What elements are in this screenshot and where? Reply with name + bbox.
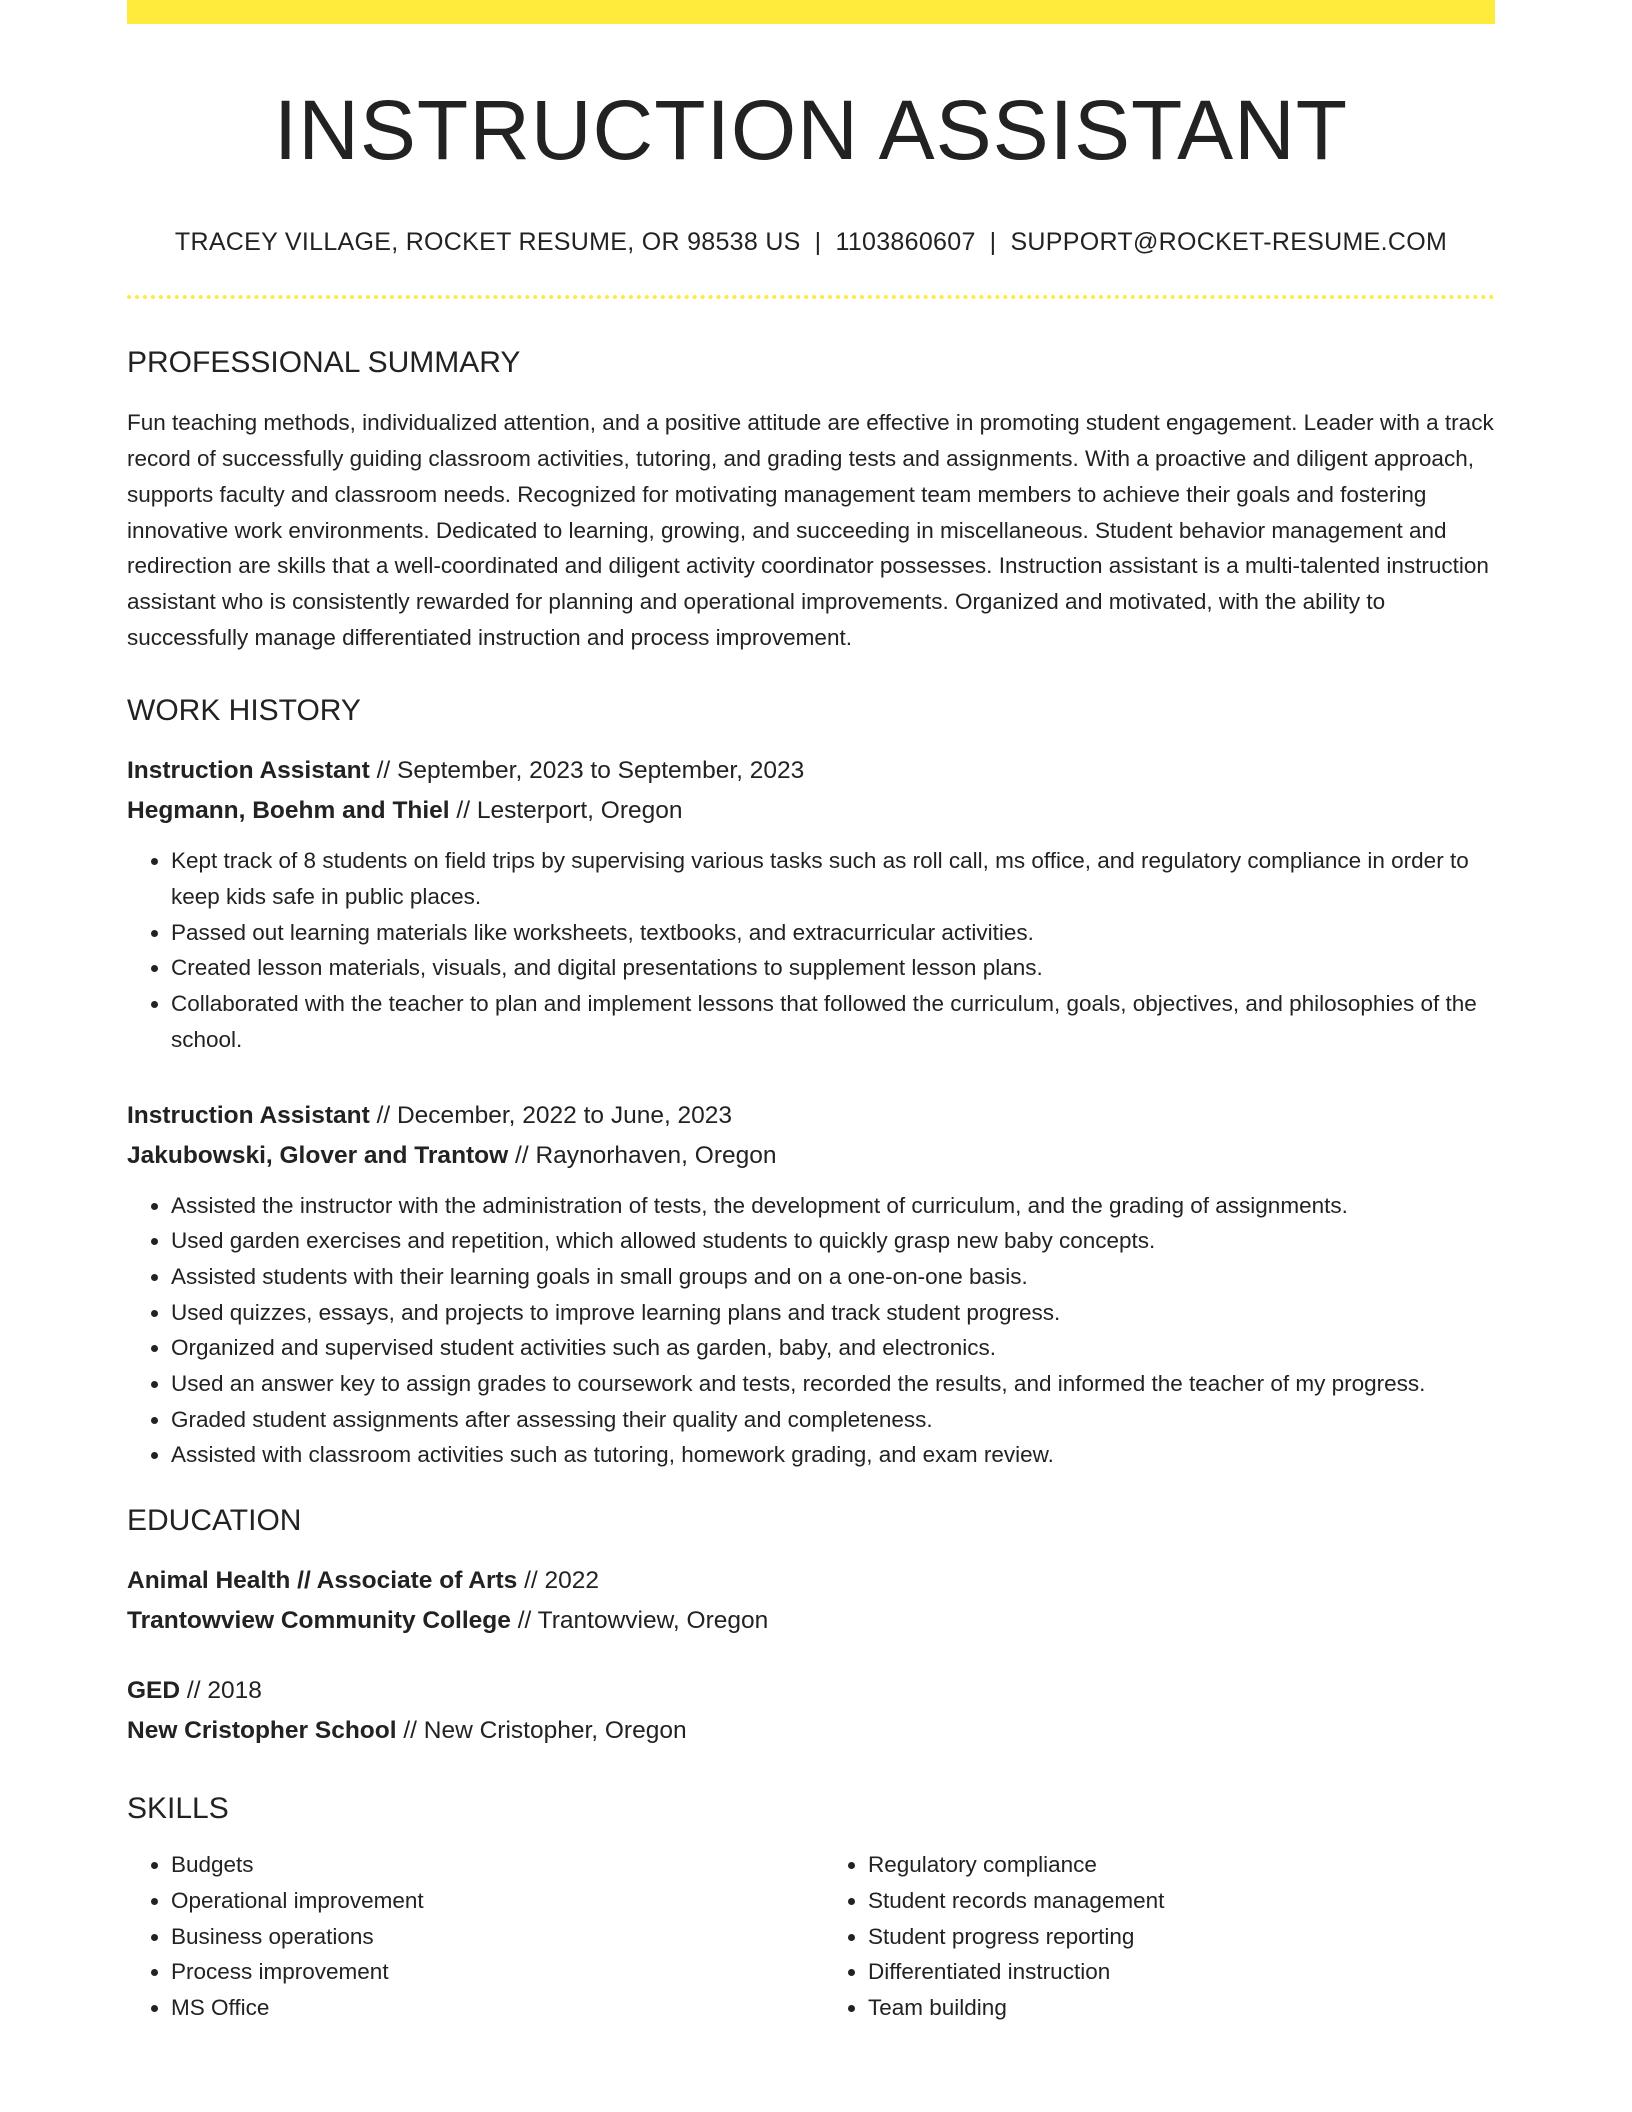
job-entry xyxy=(127,751,1495,1057)
job-bullets xyxy=(127,843,1495,1057)
list-item: • Assisted with classroom activities such as tutoring, homework grading, and exam review. xyxy=(171,1437,1495,1473)
education-year: // 2018 xyxy=(180,1677,262,1705)
job-entry xyxy=(127,1096,1495,1474)
contact-line xyxy=(127,228,1495,257)
job-role: Instruction Assistant xyxy=(127,1101,370,1129)
education-entry xyxy=(127,1561,1495,1641)
job-employer: Hegmann, Boehm and Thiel xyxy=(127,797,450,825)
list-item: • Created lesson materials, visuals, and digital presentations to supplement lesson plans. xyxy=(171,950,1495,986)
education-degree: GED xyxy=(127,1677,181,1705)
job-employer-line xyxy=(127,791,1495,831)
skill-item: • Student progress reporting xyxy=(868,1919,1495,1955)
contact-phone: 1103860607 xyxy=(835,228,976,257)
section-title-skills: SKILLS xyxy=(127,1792,229,1826)
contact-email: SUPPORT@ROCKET-RESUME.COM xyxy=(1010,228,1448,257)
section-title-summary: PROFESSIONAL SUMMARY xyxy=(127,346,521,380)
list-item: • Used quizzes, essays, and projects to improve learning plans and track student progress. xyxy=(171,1295,1495,1331)
list-item: • Assisted students with their learning goals in small groups and on a one-on-one basis. xyxy=(171,1259,1495,1295)
list-item: • Used garden exercises and repetition, which allowed students to quickly grasp new baby concepts. xyxy=(171,1223,1495,1259)
list-item: • Graded student assignments after assessing their quality and completeness. xyxy=(171,1402,1495,1438)
education-degree-line xyxy=(127,1671,1495,1711)
list-item: • Used an answer key to assign grades to coursework and tests, recorded the results, and informed the teacher of my progress. xyxy=(171,1366,1495,1402)
skill-item: • Regulatory compliance xyxy=(868,1847,1495,1883)
dotted-divider xyxy=(127,295,1495,299)
job-employer-line xyxy=(127,1136,1495,1176)
skill-item: • Budgets xyxy=(171,1847,798,1883)
education-location: // Trantowview, Oregon xyxy=(510,1607,769,1635)
skill-item: • Operational improvement xyxy=(171,1883,798,1919)
skill-item: • Differentiated instruction xyxy=(868,1954,1495,1990)
list-item: • Kept track of 8 students on field trips by supervising various tasks such as roll call, ms office, and regulatory compliance in order to keep kids safe in public places. xyxy=(171,843,1495,914)
job-role: Instruction Assistant xyxy=(127,757,370,785)
contact-separator: | xyxy=(814,228,822,257)
skills-column xyxy=(798,1847,1495,2026)
job-dates: // September, 2023 to September, 2023 xyxy=(369,757,805,785)
skill-item: • Business operations xyxy=(171,1919,798,1955)
education-entry xyxy=(127,1671,1495,1751)
education-year: // 2022 xyxy=(517,1567,600,1595)
skills-list xyxy=(127,1847,1495,2026)
education-degree-line xyxy=(127,1561,1495,1601)
summary-text: Fun teaching methods, individualized attention, and a positive attitude are effective in promoting student engagement. Leader with a track record of successfully guiding classroom activities, tutoring, and grading tests and assignments. With a proactive and diligent approach, supports faculty and classroom needs. Recognized for motivating management team members to achieve their goals and fostering innovative work environments. Dedicated to learning, growing, and succeeding in miscellaneous. Student behavior management and redirection are skills that a well-coordinated and diligent activity coordinator possesses. Instruction assistant is a multi-talented instruction assistant who is consistently rewarded for planning and operational improvements. Organized and motivated, with the ability to successfully manage differentiated instruction and process improvement. xyxy=(127,410,1494,650)
list-item: • Assisted the instructor with the administration of tests, the development of curriculum, and the grading of assignments. xyxy=(171,1188,1495,1224)
resume-page xyxy=(127,0,1495,2026)
skill-item: • Team building xyxy=(868,1990,1495,2026)
education-location: // New Cristopher, Oregon xyxy=(396,1717,687,1745)
education-school: Trantowview Community College xyxy=(127,1607,511,1635)
skill-item: • Student records management xyxy=(868,1883,1495,1919)
contact-separator: | xyxy=(989,228,997,257)
resume-title: INSTRUCTION ASSISTANT xyxy=(273,83,1349,177)
section-title-work-history: WORK HISTORY xyxy=(127,694,361,728)
job-location: // Raynorhaven, Oregon xyxy=(508,1141,777,1169)
education-school: New Cristopher School xyxy=(127,1717,397,1745)
job-employer: Jakubowski, Glover and Trantow xyxy=(127,1141,509,1169)
accent-bar xyxy=(127,0,1495,24)
education-school-line xyxy=(127,1711,1495,1751)
job-title-line xyxy=(127,1096,1495,1136)
job-location: // Lesterport, Oregon xyxy=(449,797,683,825)
skill-item: • Process improvement xyxy=(171,1954,798,1990)
job-dates: // December, 2022 to June, 2023 xyxy=(369,1101,733,1129)
education-school-line xyxy=(127,1601,1495,1641)
skill-item: • MS Office xyxy=(171,1990,798,2026)
list-item: • Passed out learning materials like worksheets, textbooks, and extracurricular activities. xyxy=(171,915,1495,951)
list-item: • Collaborated with the teacher to plan and implement lessons that followed the curriculum, goals, objectives, and philosophies of the school. xyxy=(171,986,1495,1057)
section-title-education: EDUCATION xyxy=(127,1504,302,1538)
list-item: • Organized and supervised student activities such as garden, baby, and electronics. xyxy=(171,1330,1495,1366)
job-title-line xyxy=(127,751,1495,791)
skills-column xyxy=(127,1847,798,2026)
contact-address: TRACEY VILLAGE, ROCKET RESUME, OR 98538 US xyxy=(174,228,801,257)
job-bullets xyxy=(127,1188,1495,1474)
education-degree: Animal Health // Associate of Arts xyxy=(127,1567,518,1595)
